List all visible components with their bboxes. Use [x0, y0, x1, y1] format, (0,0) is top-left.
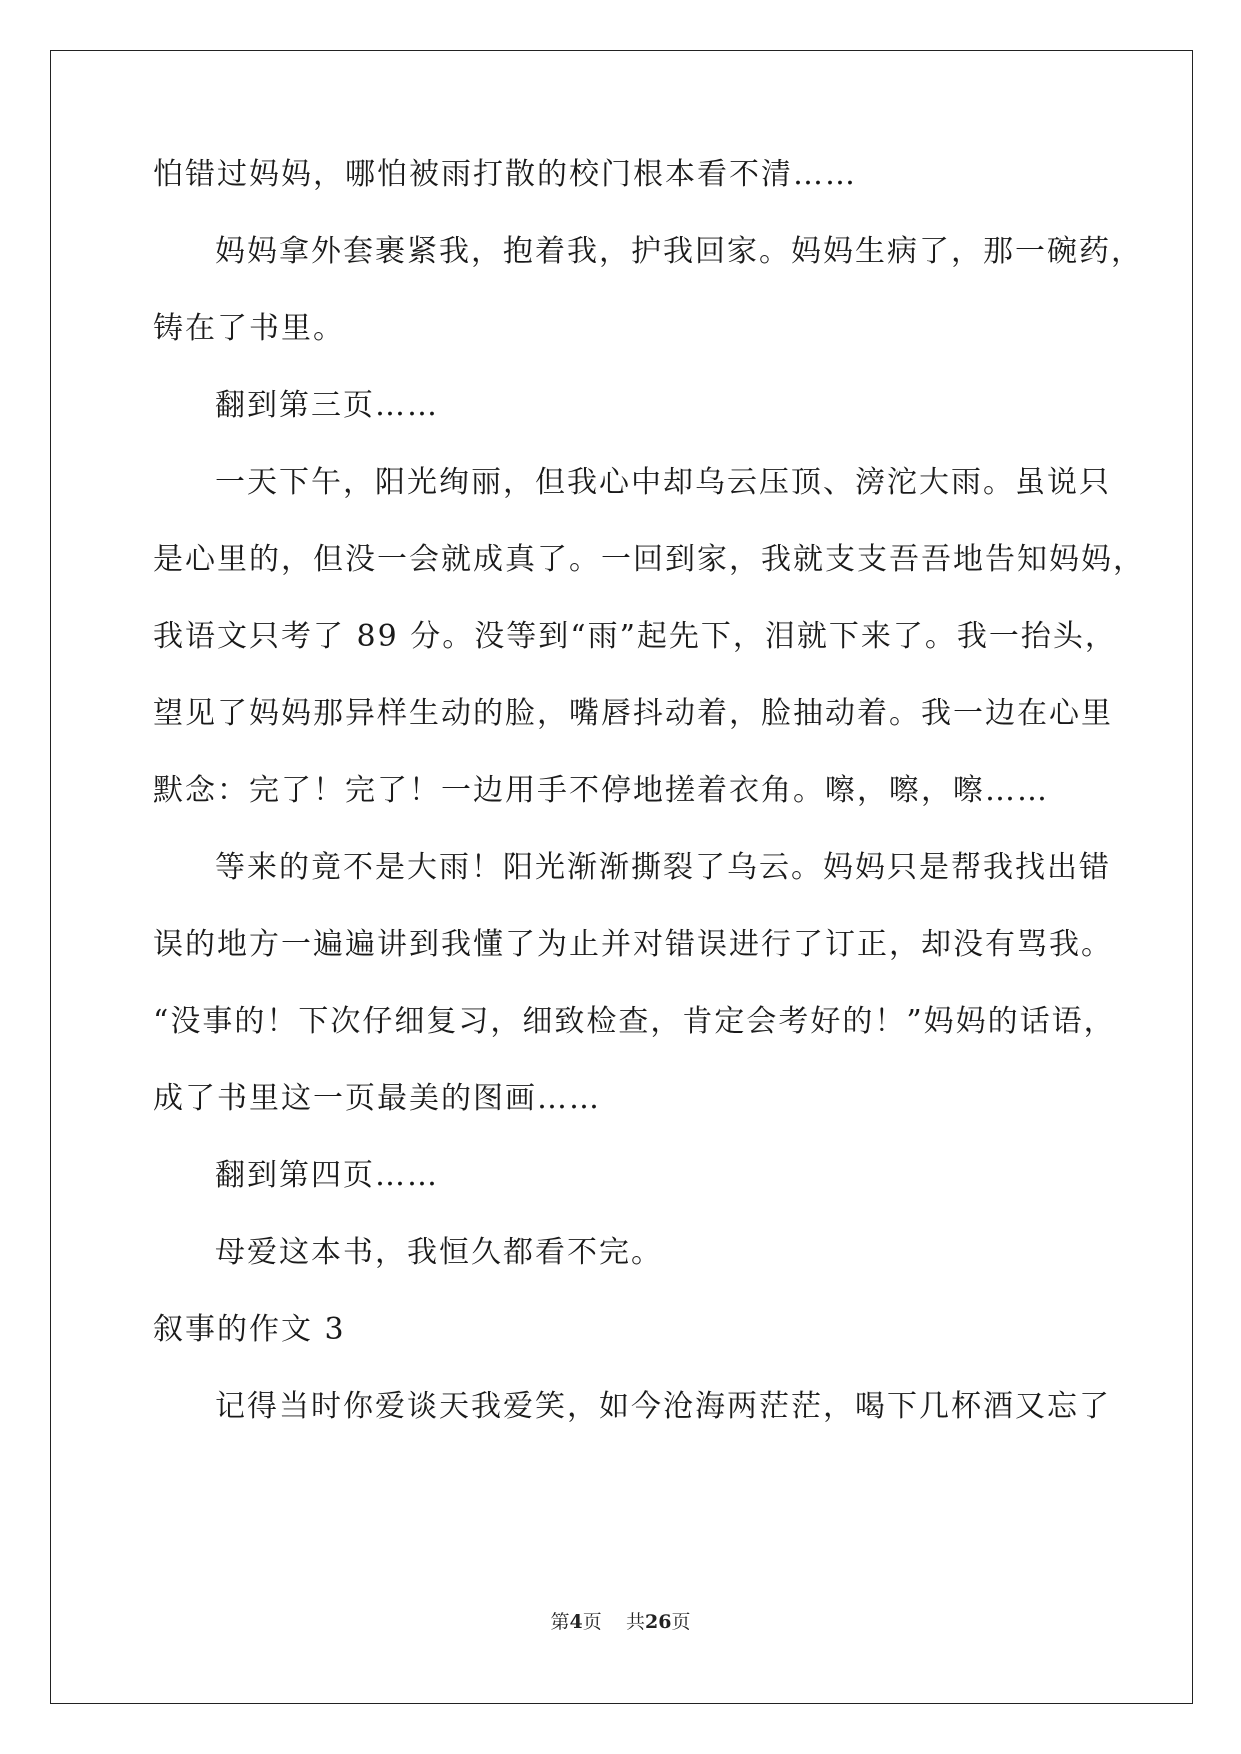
footer-total-suffix: 页 — [671, 1611, 691, 1633]
text-line: 一天下午，阳光绚丽，但我心中却乌云压顶、滂沱大雨。虽说只 — [215, 465, 1111, 500]
total-pages: 26 — [644, 1611, 672, 1633]
text-line: “没事的！下次仔细复习，细致检查，肯定会考好的！”妈妈的话语， — [153, 1004, 1116, 1039]
text-line: 翻到第四页…… — [215, 1158, 439, 1193]
footer-prefix: 第 — [550, 1611, 570, 1633]
page-number: 4 — [569, 1611, 583, 1633]
text-line: 默念：完了！完了！一边用手不停地搓着衣角。嚓，嚓，嚓…… — [153, 773, 1049, 808]
document-body — [153, 157, 1145, 1469]
section-heading: 叙事的作文 3 — [153, 1312, 346, 1347]
text-line: 是心里的，但没一会就成真了。一回到家，我就支支吾吾地告知妈妈， — [153, 542, 1145, 577]
text-line: 成了书里这一页最美的图画…… — [153, 1081, 601, 1116]
text-line: 怕错过妈妈，哪怕被雨打散的校门根本看不清…… — [153, 157, 857, 192]
footer-page-suffix: 页 — [582, 1611, 602, 1633]
text-line: 等来的竟不是大雨！阳光渐渐撕裂了乌云。妈妈只是帮我找出错 — [215, 850, 1111, 885]
text-line: 妈妈拿外套裹紧我，抱着我，护我回家。妈妈生病了，那一碗药， — [215, 234, 1143, 269]
page-footer — [0, 1607, 1241, 1634]
footer-total-prefix: 共 — [625, 1611, 645, 1633]
text-line: 我语文只考了 89 分。没等到“雨”起先下，泪就下来了。我一抬头， — [153, 619, 1117, 654]
text-line: 母爱这本书，我恒久都看不完。 — [215, 1235, 663, 1270]
text-line: 记得当时你爱谈天我爱笑，如今沧海两茫茫，喝下几杯酒又忘了 — [215, 1389, 1111, 1424]
text-line: 铸在了书里。 — [153, 311, 345, 346]
text-line: 翻到第三页…… — [215, 388, 439, 423]
text-line: 望见了妈妈那异样生动的脸，嘴唇抖动着，脸抽动着。我一边在心里 — [153, 696, 1113, 731]
text-line: 误的地方一遍遍讲到我懂了为止并对错误进行了订正，却没有骂我。 — [153, 927, 1113, 962]
